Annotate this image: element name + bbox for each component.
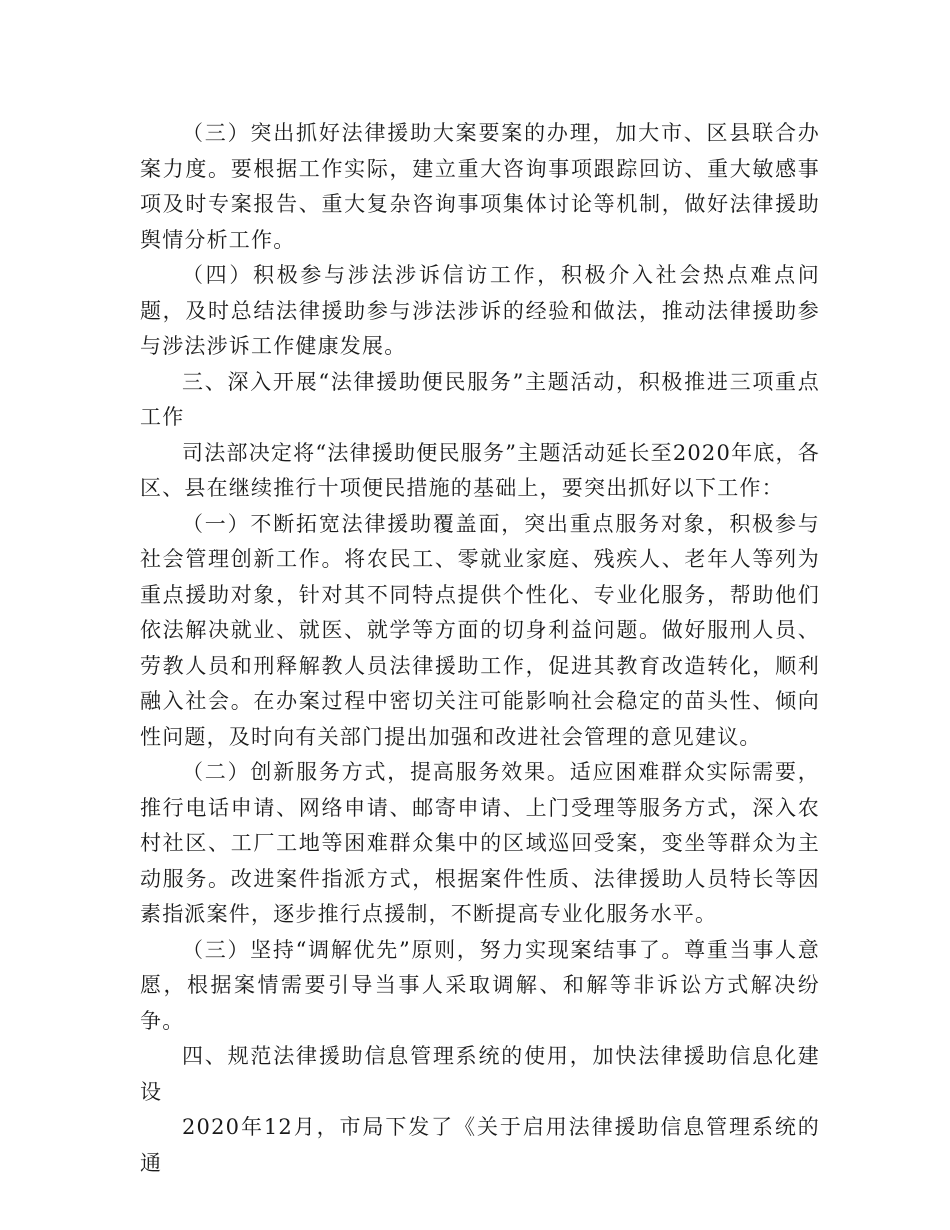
paragraph-item-3-handling-major-cases: （三）突出抓好法律援助大案要案的办理，加大市、区县联合办案力度。要根据工作实际，建立重大咨询事项跟踪回访、重大敏感事项及时专案报告、重大复杂咨询事项集体讨论等机制，做好法律援助舆情分析工作。 [140, 121, 820, 252]
section-heading-4: 四、规范法律援助信息管理系统的使用，加快法律援助信息化建设 [140, 1044, 820, 1104]
paragraph-item-3-mediation-first: （三）坚持“调解优先”原则，努力实现案结事了。尊重当事人意愿，根据案情需要引导当事人采取调解、和解等非诉讼方式解决纷争。 [140, 937, 820, 1033]
paragraph-ministry-decision: 司法部决定将“法律援助便民服务”主题活动延长至2020年底，各区、县在继续推行十项便民措施的基础上，要突出抓好以下工作： [140, 440, 820, 500]
section-heading-3: 三、深入开展“法律援助便民服务”主题活动，积极推进三项重点工作 [140, 369, 820, 429]
paragraph-system-notice: 2020年12月，市局下发了《关于启用法律援助信息管理系统的通 [140, 1115, 820, 1175]
document-body [140, 116, 820, 1181]
paragraph-item-4-petition-work: （四）积极参与涉法涉诉信访工作，积极介入社会热点难点问题，及时总结法律援助参与涉法涉诉的经验和做法，推动法律援助参与涉法涉诉工作健康发展。 [140, 263, 820, 358]
paragraph-item-1-coverage: （一）不断拓宽法律援助覆盖面，突出重点服务对象，积极参与社会管理创新工作。将农民工、零就业家庭、残疾人、老年人等列为重点援助对象，针对其不同特点提供个性化、专业化服务，帮助他们依法解决就业、就医、就学等方面的切身利益问题。做好服刑人员、劳教人员和刑释解教人员法律援助工作，促进其教育改造转化，顺利融入社会。在办案过程中密切关注可能影响社会稳定的苗头性、倾向性问题，及时向有关部门提出加强和改进社会管理的意见建议。 [140, 511, 820, 749]
paragraph-item-2-service-innovation: （二）创新服务方式，提高服务效果。适应困难群众实际需要，推行电话申请、网络申请、邮寄申请、上门受理等服务方式，深入农村社区、工厂工地等困难群众集中的区域巡回受案，变坐等群众为主动服务。改进案件指派方式，根据案件性质、法律援助人员特长等因素指派案件，逐步推行点援制，不断提高专业化服务水平。 [140, 760, 820, 926]
